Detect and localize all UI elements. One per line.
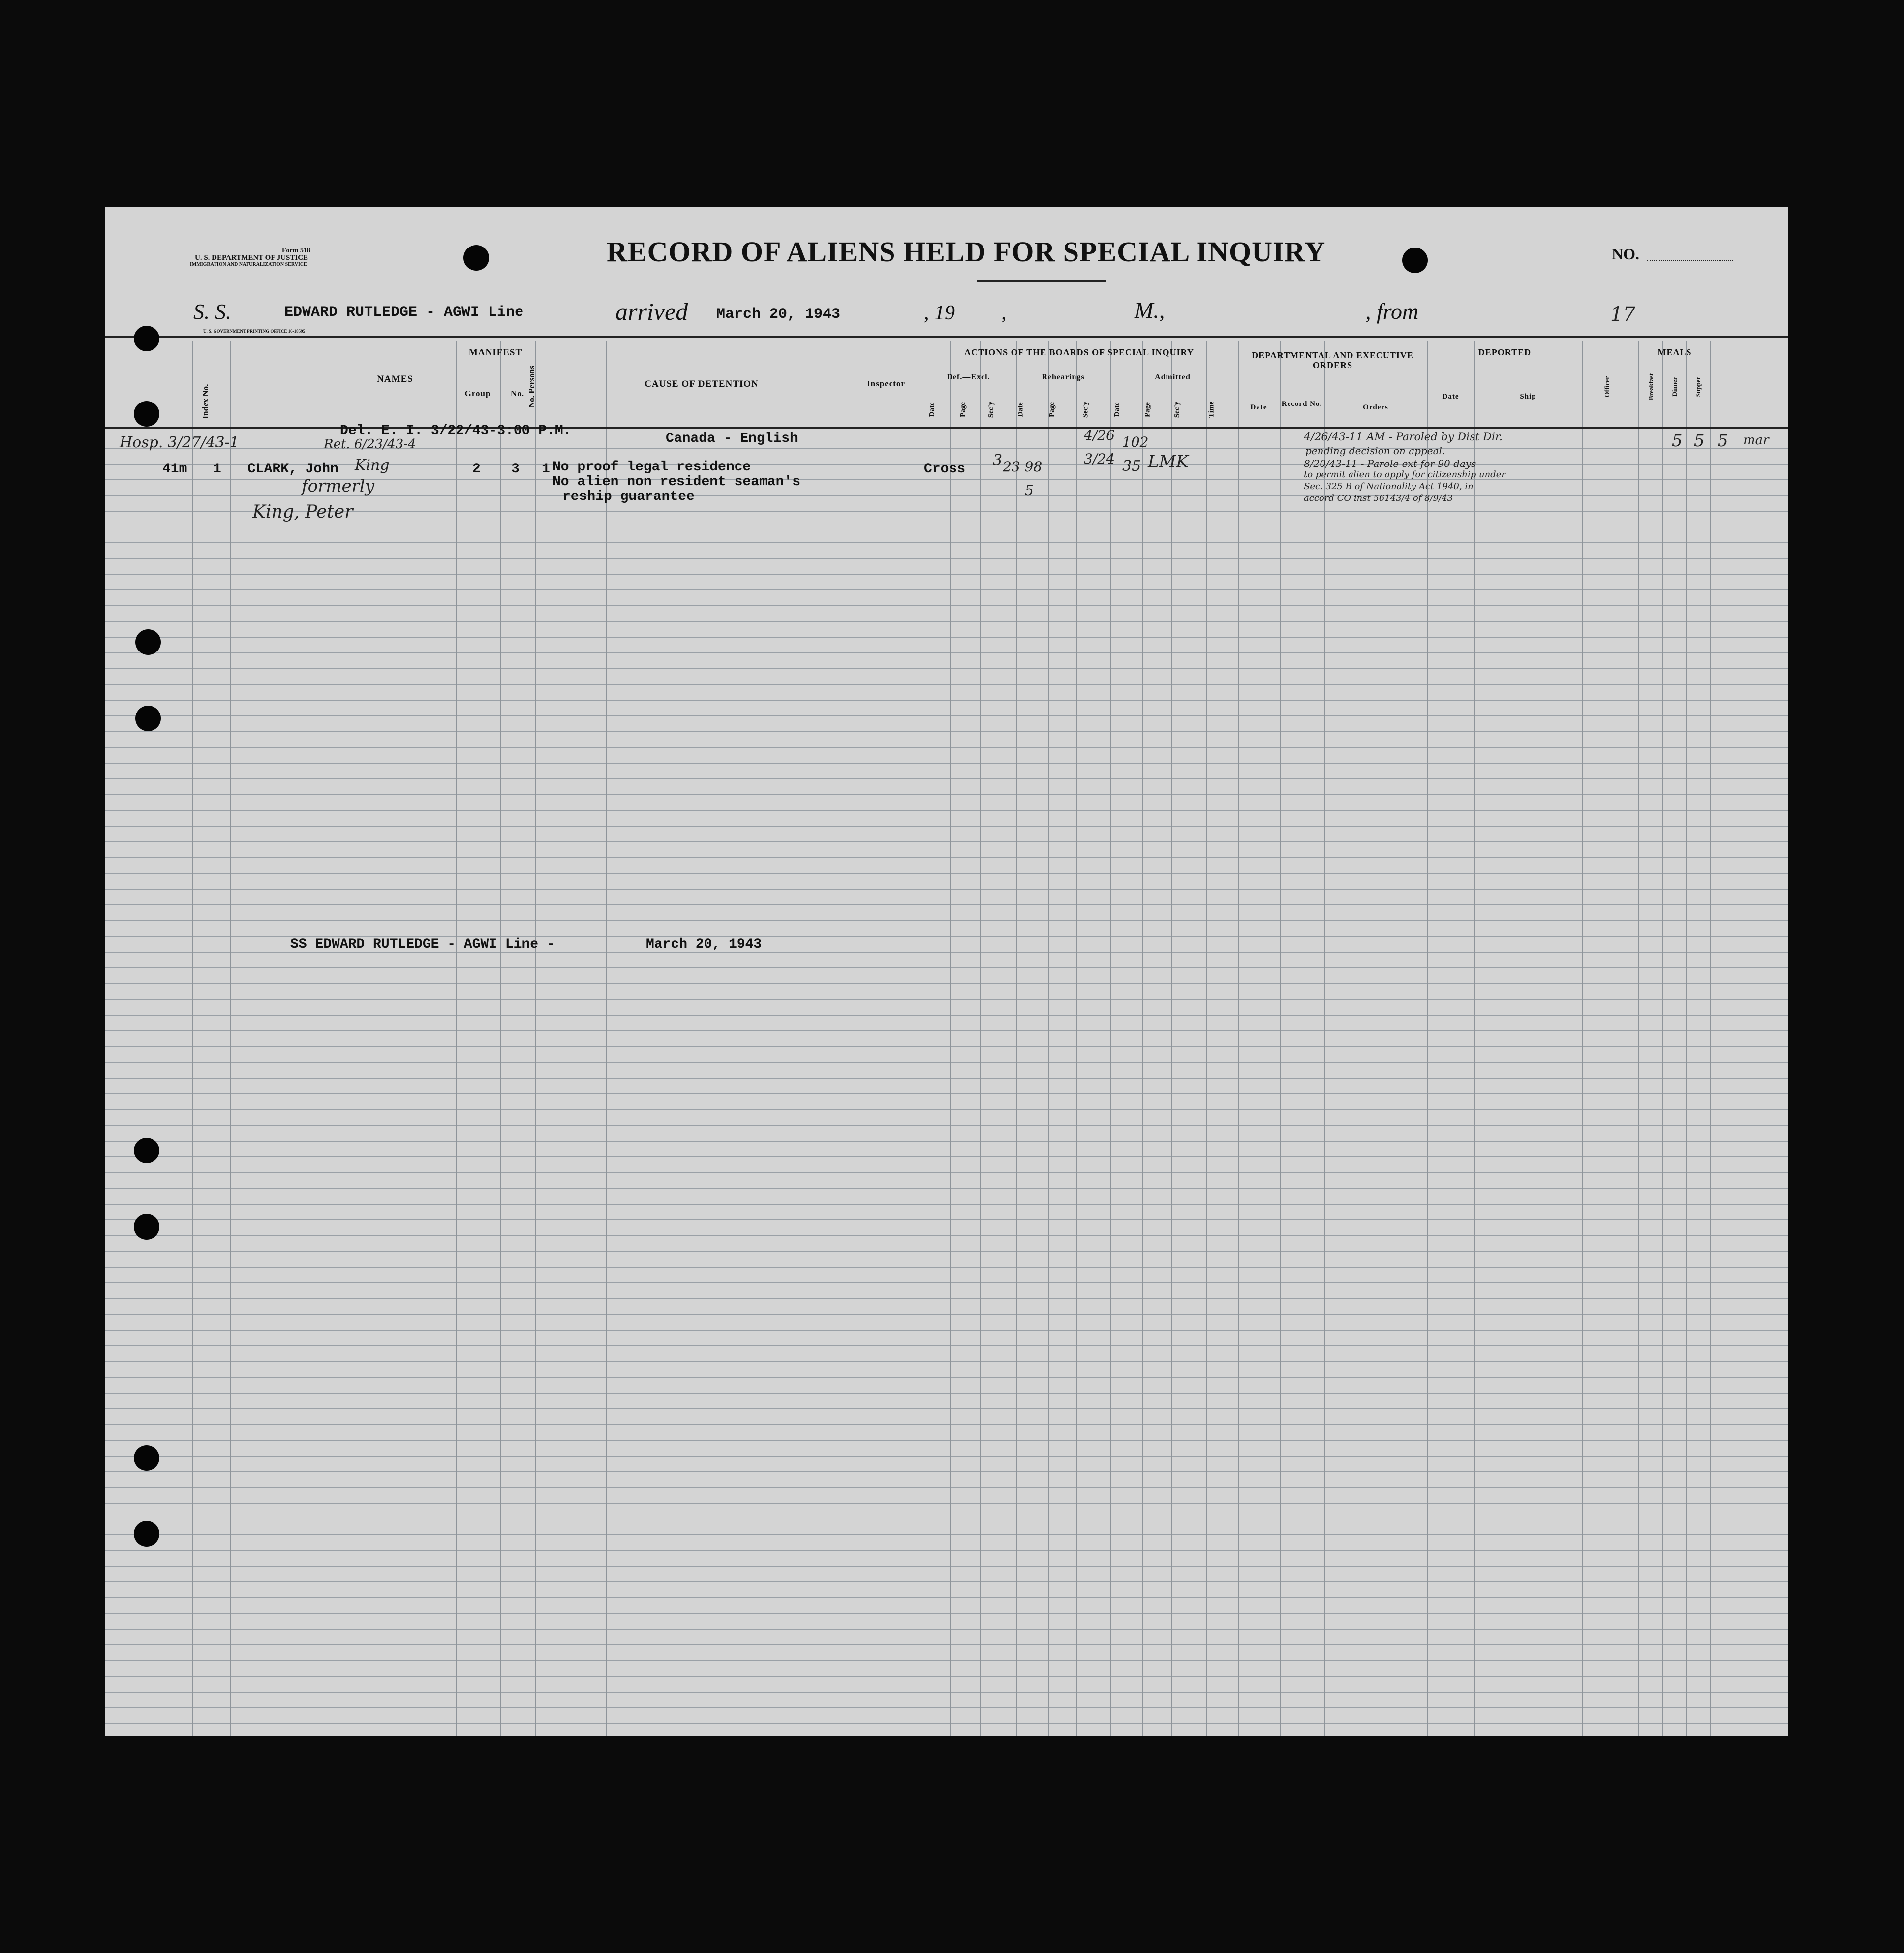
- ruled-line: [105, 1440, 1788, 1441]
- col-def-date: Date: [928, 402, 936, 417]
- ruled-line: [105, 511, 1788, 512]
- ruled-line: [105, 1188, 1788, 1189]
- ruled-line: [105, 1644, 1788, 1645]
- footer-ship: SS EDWARD RUTLEDGE - AGWI Line -: [290, 937, 555, 952]
- binder-hole: [134, 1214, 159, 1240]
- col-deported: DEPORTED: [1478, 347, 1532, 357]
- meal-breakfast: 5: [1672, 431, 1683, 451]
- rehearing-secy: LMK: [1148, 452, 1189, 471]
- m-label: M.,: [1135, 298, 1165, 323]
- def-mark: 5: [1025, 482, 1034, 498]
- ruled-line: [105, 1424, 1788, 1425]
- ruled-line: [105, 1015, 1788, 1016]
- number-blank: [1647, 260, 1733, 261]
- ruled-line: [105, 1597, 1788, 1598]
- column-line: [1280, 341, 1281, 1736]
- return-note: Ret. 6/23/43-4: [324, 437, 416, 452]
- ruled-line: [105, 1235, 1788, 1236]
- ruled-line: [105, 1660, 1788, 1661]
- year-label: , 19: [924, 302, 955, 324]
- col-adm-date: Date: [1113, 402, 1121, 417]
- column-line: [1048, 341, 1049, 1736]
- meal-supper: 5: [1718, 431, 1728, 451]
- meal-dinner: 5: [1694, 431, 1705, 451]
- ruled-line: [105, 731, 1788, 732]
- col-admitted: Admitted: [1155, 373, 1191, 381]
- col-index-no: Index No.: [201, 384, 210, 419]
- manifest-group: 2: [472, 462, 481, 477]
- column-line: [1238, 341, 1239, 1736]
- column-line: [192, 341, 193, 1736]
- printing-office: U. S. GOVERNMENT PRINTING OFFICE 16-18595: [203, 329, 306, 334]
- ruled-line: [105, 715, 1788, 716]
- col-record-no: Record No.: [1281, 400, 1322, 408]
- col-adm-time: Time: [1207, 401, 1216, 418]
- ruled-line: [105, 1471, 1788, 1472]
- ruled-line: [105, 1109, 1788, 1110]
- ruled-line: [105, 857, 1788, 858]
- ruled-line: [105, 1345, 1788, 1346]
- ruled-line: [105, 1330, 1788, 1331]
- col-no: No.: [510, 389, 525, 398]
- entry-name-add: King: [355, 457, 390, 474]
- formerly-note: formerly: [302, 476, 375, 496]
- ruled-line: [105, 1314, 1788, 1315]
- no-persons: 1: [542, 462, 550, 477]
- col-dinner: Dinner: [1671, 377, 1678, 397]
- ruled-line: [105, 1251, 1788, 1252]
- ruled-line: [105, 1393, 1788, 1394]
- ruled-line: [105, 1566, 1788, 1567]
- ruled-line: [105, 1456, 1788, 1457]
- ruled-line: [105, 1707, 1788, 1708]
- title-underline: [977, 280, 1106, 282]
- ruled-line: [105, 841, 1788, 842]
- order-line-6: accord CO inst 56143/4 of 8/9/43: [1304, 493, 1453, 503]
- col-inspector: Inspector: [867, 379, 905, 388]
- column-line: [1142, 341, 1143, 1736]
- ruled-line: [105, 999, 1788, 1000]
- ss-label: S. S.: [193, 300, 231, 324]
- ruled-line: [105, 1361, 1788, 1362]
- order-line-5: Sec. 325 B of Nationality Act 1940, in: [1304, 481, 1474, 492]
- ruled-line: [105, 1204, 1788, 1205]
- col-ship: Ship: [1520, 393, 1536, 401]
- col-orders: Orders: [1363, 403, 1388, 411]
- column-line: [1324, 341, 1325, 1736]
- column-line: [1638, 341, 1639, 1736]
- cause-line-3: reship guarantee: [562, 489, 695, 504]
- ruled-line: [105, 1692, 1788, 1693]
- column-line: [1474, 341, 1475, 1736]
- comma-mark: ,: [1001, 302, 1007, 324]
- col-meals: MEALS: [1658, 347, 1692, 357]
- ruled-line: [105, 589, 1788, 590]
- ruled-line: [105, 574, 1788, 575]
- column-line: [500, 341, 501, 1736]
- ruled-line: [105, 668, 1788, 669]
- row-prefix: 41m: [162, 462, 187, 477]
- ruled-line: [105, 920, 1788, 921]
- col-def-page: Page: [959, 402, 967, 417]
- ruled-line: [105, 684, 1788, 685]
- ruled-line: [105, 637, 1788, 638]
- column-line: [1206, 341, 1207, 1736]
- col-supper: Supper: [1694, 376, 1702, 397]
- from-label: , from: [1365, 299, 1419, 324]
- column-line: [1582, 341, 1583, 1736]
- binder-hole: [134, 1521, 159, 1547]
- col-reh-secy: Sec'y: [1081, 401, 1090, 418]
- ruled-line: [105, 826, 1788, 827]
- department: U. S. DEPARTMENT OF JUSTICE: [195, 254, 308, 262]
- ruled-line: [105, 621, 1788, 622]
- rehearing-page-2: 35: [1122, 458, 1141, 475]
- page-number: 17: [1610, 303, 1635, 326]
- ship-name: EDWARD RUTLEDGE - AGWI Line: [284, 304, 524, 321]
- ruled-line: [105, 1408, 1788, 1409]
- ruled-line: [105, 1046, 1788, 1047]
- column-line: [1076, 341, 1077, 1736]
- binder-hole: [1402, 248, 1428, 273]
- ruled-line: [105, 1298, 1788, 1299]
- col-breakfast: Breakfast: [1647, 373, 1655, 400]
- ruled-line: [105, 1534, 1788, 1535]
- ruled-line: [105, 1613, 1788, 1614]
- binder-hole: [463, 245, 489, 271]
- column-line: [535, 341, 536, 1736]
- ruled-line: [105, 1282, 1788, 1283]
- ruled-line: [105, 1487, 1788, 1488]
- number-label: NO.: [1612, 245, 1639, 263]
- col-adm-secy: Sec'y: [1173, 401, 1181, 418]
- def-date: 3: [993, 452, 1003, 469]
- column-line: [1662, 341, 1663, 1736]
- order-line-1: 4/26/43-11 AM - Paroled by Dist Dir.: [1304, 431, 1503, 443]
- binder-hole: [135, 629, 161, 655]
- ruled-line: [105, 1267, 1788, 1268]
- ruled-line: [105, 794, 1788, 795]
- col-rehearings: Rehearings: [1042, 373, 1085, 381]
- ruled-line: [105, 1062, 1788, 1063]
- column-line: [230, 341, 231, 1736]
- column-line: [456, 341, 457, 1736]
- ruled-line: [105, 1156, 1788, 1157]
- arrival-date: March 20, 1943: [716, 306, 841, 323]
- col-group: Group: [464, 389, 491, 398]
- ruled-line: [105, 1093, 1788, 1094]
- ruled-line: [105, 1078, 1788, 1079]
- ruled-line: [105, 652, 1788, 653]
- delivery-note: Del. E. I. 3/22/43-3:00 P.M.: [340, 423, 572, 438]
- column-line: [950, 341, 951, 1736]
- col-manifest: MANIFEST: [468, 347, 522, 358]
- col-adm-page: Page: [1143, 402, 1152, 417]
- footer-date: March 20, 1943: [646, 937, 762, 952]
- service: IMMIGRATION AND NATURALIZATION SERVICE: [190, 262, 307, 267]
- nationality: Canada - English: [666, 431, 798, 446]
- entry-index: 1: [213, 462, 221, 477]
- ruled-line: [105, 873, 1788, 874]
- col-deported-date: Date: [1442, 393, 1459, 401]
- col-dept-orders: DEPARTMENTAL AND EXECUTIVE ORDERS: [1252, 350, 1413, 370]
- ruled-line: [105, 542, 1788, 543]
- col-def-excl: Def.—Excl.: [947, 373, 990, 381]
- column-line: [1427, 341, 1428, 1736]
- col-cause: CAUSE OF DETENTION: [645, 379, 759, 389]
- ruled-line: [105, 1676, 1788, 1677]
- ruled-line: [105, 1503, 1788, 1504]
- col-reh-page: Page: [1048, 402, 1056, 417]
- header-rule: [105, 336, 1788, 338]
- binder-hole: [134, 401, 159, 427]
- col-actions: ACTIONS OF THE BOARDS OF SPECIAL INQUIRY: [964, 347, 1194, 357]
- order-line-3: 8/20/43-11 - Parole ext for 90 days: [1304, 458, 1476, 469]
- col-names: NAMES: [377, 374, 413, 384]
- record-sheet: [105, 207, 1788, 1736]
- column-line: [980, 341, 981, 1736]
- meals-note: mar: [1743, 433, 1769, 448]
- cause-line-1: No proof legal residence: [553, 460, 751, 475]
- col-dept-date: Date: [1250, 403, 1267, 411]
- ruled-line: [105, 605, 1788, 606]
- rehearing-date-1: 4/26: [1084, 427, 1115, 443]
- col-reh-date: Date: [1016, 402, 1025, 417]
- col-officer: Officer: [1604, 376, 1611, 398]
- ruled-line: [105, 1581, 1788, 1582]
- column-line: [1686, 341, 1687, 1736]
- column-line: [606, 341, 607, 1736]
- ruled-line: [105, 1723, 1788, 1724]
- ruled-line: [105, 810, 1788, 811]
- ruled-line: [105, 1030, 1788, 1031]
- order-line-2: pending decision on appeal.: [1305, 445, 1445, 457]
- ruled-line: [105, 1377, 1788, 1378]
- binder-hole: [134, 326, 159, 351]
- ruled-line: [105, 1629, 1788, 1630]
- ruled-line: [105, 1550, 1788, 1551]
- binder-hole: [134, 1138, 159, 1163]
- entry-name: CLARK, John: [247, 462, 338, 477]
- cause-line-2: No alien non resident seaman's: [553, 474, 801, 490]
- def-page: 23 98: [1003, 459, 1043, 475]
- ruled-line: [105, 889, 1788, 890]
- manifest-no: 3: [511, 462, 520, 477]
- column-line: [1710, 341, 1711, 1736]
- ruled-line: [105, 1219, 1788, 1220]
- order-line-4: to permit alien to apply for citizenship under: [1304, 469, 1505, 480]
- binder-hole: [134, 1445, 159, 1471]
- rehearing-page-1: 102: [1122, 434, 1149, 450]
- column-line: [1110, 341, 1111, 1736]
- ruled-line: [105, 967, 1788, 968]
- rehearing-date-2: 3/24: [1084, 451, 1115, 467]
- ruled-line: [105, 1172, 1788, 1173]
- alias-name: King, Peter: [252, 502, 353, 522]
- ruled-line: [105, 558, 1788, 559]
- ruled-line: [105, 904, 1788, 905]
- ruled-line: [105, 1141, 1788, 1142]
- ruled-line: [105, 700, 1788, 701]
- inspector-name: Cross: [924, 462, 966, 477]
- col-def-secy: Sec'y: [987, 401, 995, 418]
- form-title: RECORD OF ALIENS HELD FOR SPECIAL INQUIRY: [607, 236, 1326, 268]
- col-no-persons: No. Persons: [527, 366, 536, 408]
- ruled-line: [105, 1125, 1788, 1126]
- column-line: [1171, 341, 1172, 1736]
- form-number: Form 518: [282, 247, 310, 254]
- arrived-label: arrived: [615, 298, 688, 325]
- ruled-line: [105, 983, 1788, 984]
- binder-hole: [135, 706, 161, 731]
- ruled-line: [105, 778, 1788, 779]
- hospital-note: Hosp. 3/27/43-1: [120, 434, 239, 451]
- ruled-line: [105, 763, 1788, 764]
- ruled-line: [105, 747, 1788, 748]
- column-line: [1016, 341, 1017, 1736]
